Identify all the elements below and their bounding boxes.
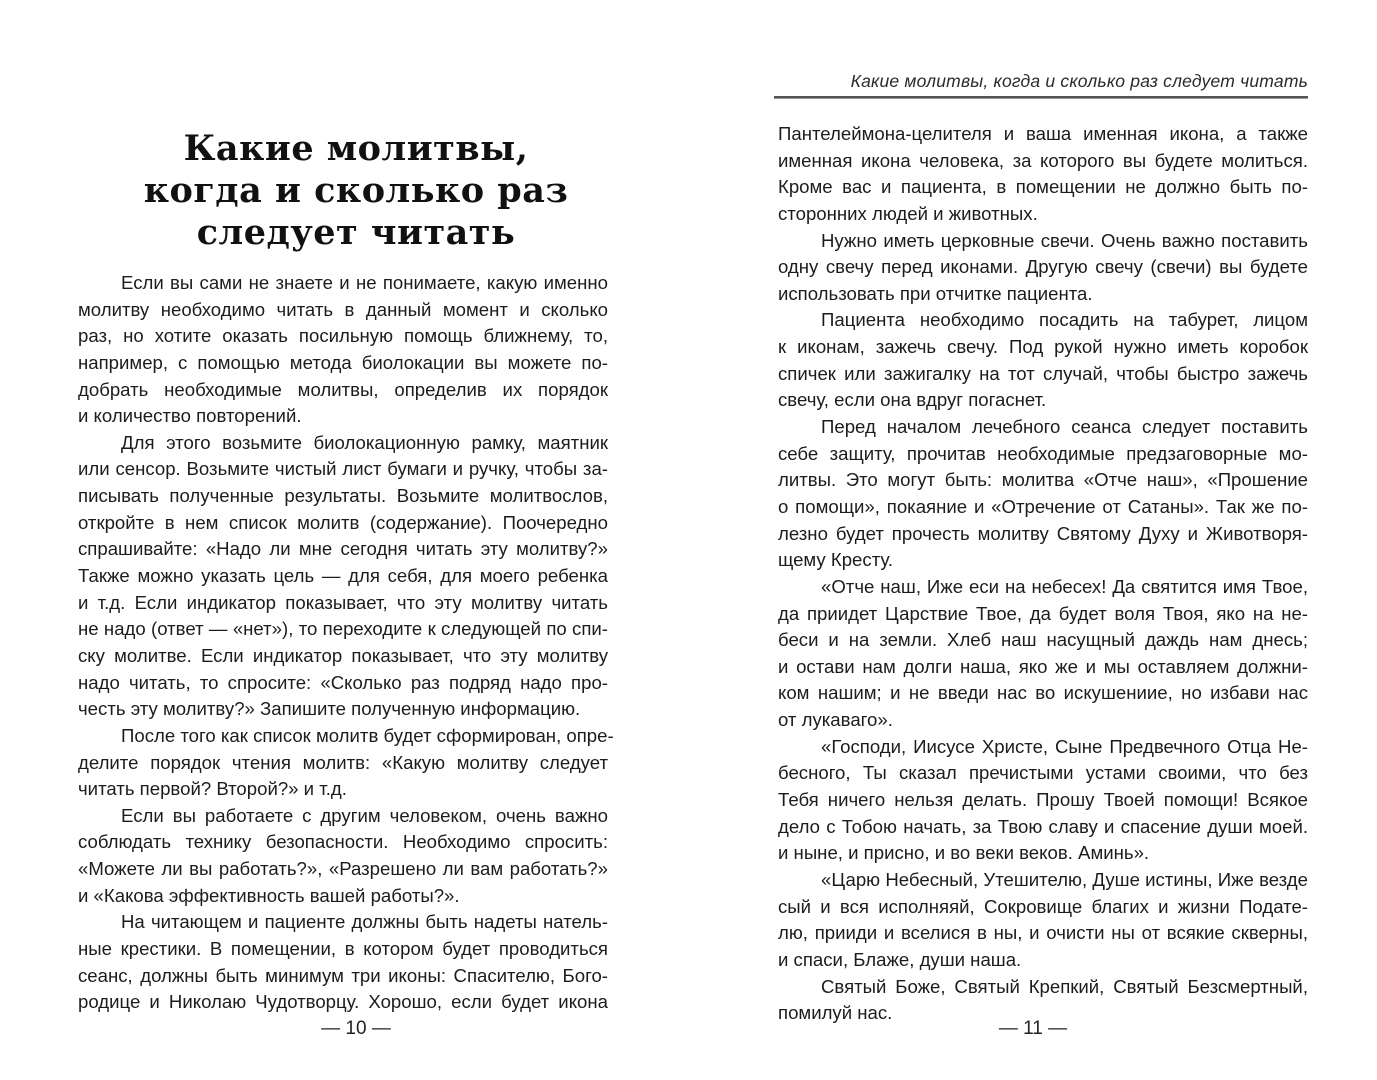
chapter-title-line: когда и сколько раз [143, 170, 569, 211]
left-page [78, 0, 614, 1080]
text-line: писывать полученные результаты. Возьмите молитвослов, [78, 485, 608, 507]
text-line: беси и на земли. Хлеб наш насущный даждь нам днесь; [778, 629, 1308, 651]
text-line: «Можете ли вы работать?», «Разрешено ли вам работать?» [78, 858, 608, 880]
page-number-right: — 11 — [998, 1018, 1068, 1039]
text-line: литвы. Это могут быть: молитва «Отче наш», «Прошение [778, 469, 1308, 491]
text-line: соблюдать технику безопасности. Необходимо спросить: [78, 831, 608, 853]
text-line: Святый Боже, Святый Крепкий, Святый Безсмертный, [821, 975, 1308, 997]
text-line: и остави нам долги наша, яко же и мы оставляем должни- [778, 655, 1308, 677]
text-line: надо читать, то спросите: «Сколько раз подряд надо про- [78, 671, 608, 693]
text-line: «Царю Небесный, Утешителю, Душе истины, Иже везде [821, 868, 1308, 890]
text-line: использовать при отчитке пациента. [778, 282, 1093, 304]
text-line: свечу, если она вдруг погаснет. [778, 389, 1047, 411]
chapter-title-line: следует читать [196, 212, 516, 253]
text-line: Также можно указать цель — для себя, для моего ребенка [78, 565, 608, 587]
text-line: Пантелеймона-целителя и ваша именная икона, а также [778, 123, 1308, 144]
text-line: да приидет Царствие Твое, да будет воля Твоя, яко на не- [778, 602, 1308, 624]
running-header: Какие молитвы, когда и сколько раз следует читать [850, 71, 1308, 91]
text-line: молитву необходимо читать в данный момент и сколько [78, 298, 608, 320]
text-line: спрашивайте: «Надо ли мне сегодня читать эту молитву?» [78, 538, 608, 560]
text-line: родице и Николаю Чудотворцу. Хорошо, если будет икона [78, 991, 608, 1013]
text-line: например, с помощью метода биолокации вы можете по- [78, 351, 608, 373]
chapter-title [78, 128, 634, 254]
text-line: откройте в нем список молитв (содержание). Поочередно [78, 511, 608, 533]
text-line: раз, но хотите оказать посильную помощь ближнему, то, [78, 325, 608, 347]
text-line: Нужно иметь церковные свечи. Очень важно поставить [821, 229, 1308, 251]
text-line: не надо (ответ — «нет»), то переходите к следующей по спи- [78, 618, 608, 640]
text-line: добрать необходимые молитвы, определив их порядок [78, 378, 608, 400]
text-line: Если вы сами не знаете и не понимаете, какую именно [121, 272, 608, 293]
text-line: «Отче наш, Иже еси на небесех! Да святится имя Твое, [821, 575, 1308, 597]
text-line: ску молитве. Если индикатор показывает, что эту молитву [78, 644, 608, 666]
text-line: лезно будет прочесть молитву Святому Духу и Животворя- [778, 522, 1308, 544]
text-line: После того как список молитв будет сформирован, опре- [121, 724, 614, 746]
text-line: или сенсор. Возьмите чистый лист бумаги и ручку, чтобы за- [78, 458, 608, 480]
header-rule [774, 96, 1308, 99]
text-line: и количество повторений. [78, 405, 302, 427]
text-line: щему Кресту. [778, 549, 894, 571]
text-line: Кроме вас и пациента, в помещении не должно быть по- [778, 176, 1308, 198]
text-line: дело с Тобою начать, за Твою славу и спасение души моей. [778, 815, 1308, 837]
text-line: спичек или зажигалку на тот случай, чтобы быстро зажечь [778, 362, 1308, 384]
text-line: помилуй нас. [778, 1002, 893, 1024]
text-line: Перед началом лечебного сеанса следует поставить [821, 416, 1308, 438]
text-line: одну свечу перед иконами. Другую свечу (свечи) вы будете [778, 256, 1308, 278]
text-line: о помощи», покаяние и «Отречение от Сатаны». Так же по- [778, 495, 1308, 517]
text-line: к иконам, зажечь свечу. Под рукой нужно иметь коробок [778, 336, 1308, 358]
text-line: Если вы работаете с другим человеком, очень важно [121, 804, 608, 826]
text-line: и т.д. Если индикатор показывает, что эту молитву читать [78, 591, 608, 613]
text-line: и ныне, и присно, и во веки веков. Аминь». [778, 842, 1150, 864]
text-line: Пациента необходимо посадить на табурет, лицом [821, 309, 1308, 331]
text-line: ком нашим; и не введи нас во искушениие, но избави нас [778, 682, 1308, 704]
text-line: от лукаваго». [778, 709, 893, 731]
text-line: себе защиту, прочитав необходимые предзаговорные мо- [778, 442, 1308, 464]
text-line: ные крестики. В помещении, в котором будет проводиться [78, 938, 608, 960]
text-line: Тебя ничего нельзя делать. Прошу Твоей помощи! Всякое [778, 789, 1308, 811]
text-line: сеанс, должны быть минимум три иконы: Спасителю, Бого- [78, 964, 608, 986]
text-line: и спаси, Блаже, души наша. [778, 948, 1022, 970]
text-line: сый и вся исполняяй, Сокровище благих и жизни Подате- [778, 895, 1308, 917]
text-line: делите порядок чтения молитв: «Какую молитву следует [78, 751, 608, 773]
text-line: честь эту молитву?» Запишите полученную информацию. [78, 698, 581, 720]
right-page [778, 0, 1308, 1080]
text-line: Для этого возьмите биолокационную рамку, маятник [121, 431, 608, 453]
left-page-body [78, 270, 614, 1016]
chapter-title-line: Какие молитвы, [183, 128, 529, 169]
text-line: сторонних людей и животных. [778, 202, 1038, 224]
text-line: именная икона человека, за которого вы будете молиться. [778, 149, 1308, 171]
text-line: «Господи, Иисусе Христе, Сыне Предвечного Отца Не- [821, 735, 1308, 757]
text-line: читать первой? Второй?» и т.д. [78, 778, 347, 800]
right-page-body [778, 121, 1308, 1027]
page-number-left: — 10 — [321, 1018, 391, 1039]
text-line: лю, прииди и вселися в ны, и очисти ны от всякие скверны, [778, 922, 1308, 944]
text-line: бесного, Ты сказал пречистыми устами своими, что без [778, 762, 1308, 784]
text-line: и «Какова эффективность вашей работы?». [78, 884, 460, 906]
text-line: На читающем и пациенте должны быть надеты натель- [121, 911, 608, 933]
